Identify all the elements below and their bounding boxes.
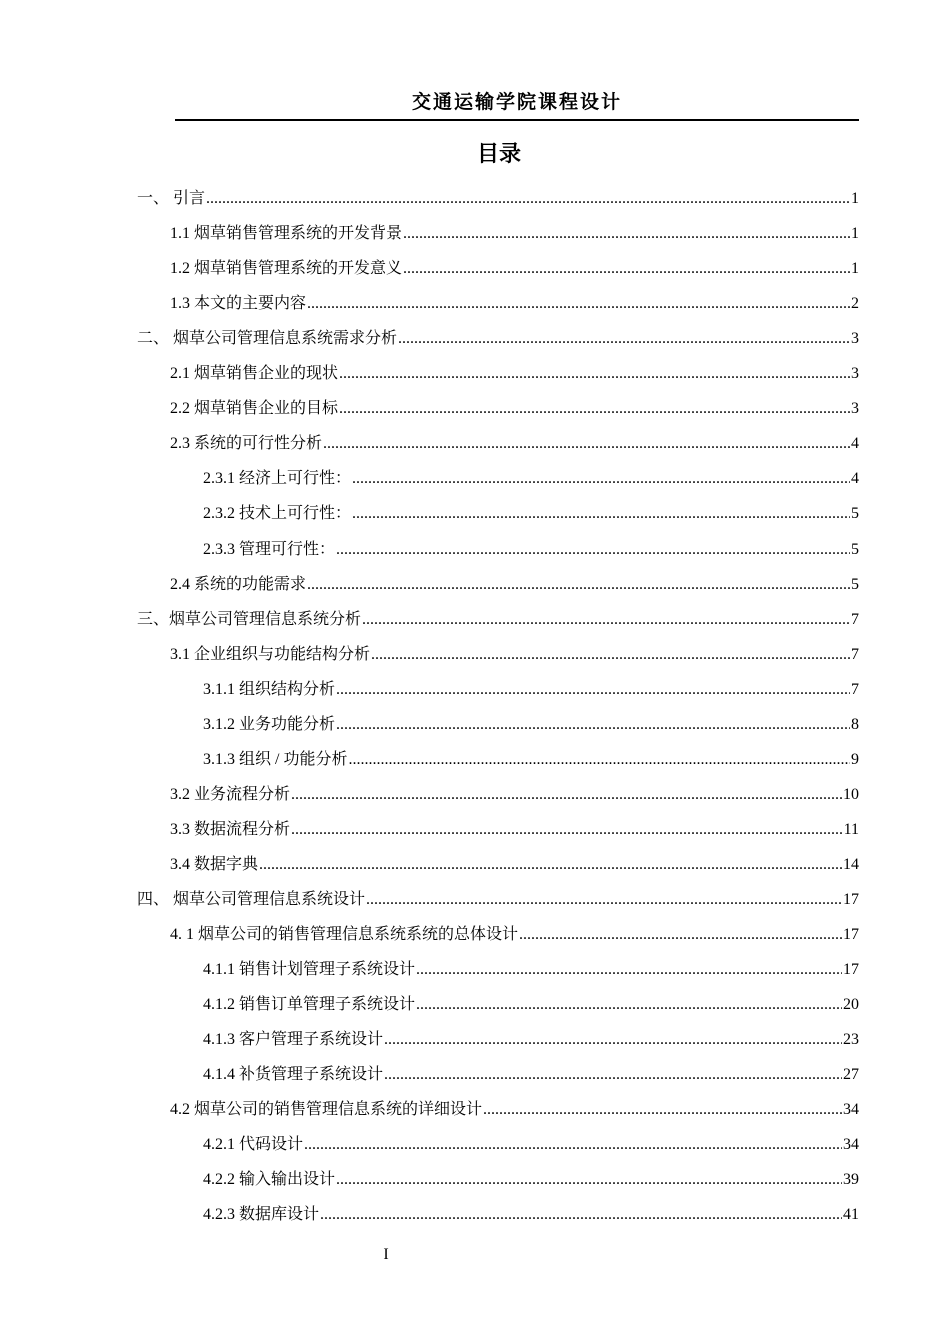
toc-entry[interactable]	[137, 316, 859, 350]
toc-entry[interactable]	[203, 1017, 859, 1051]
toc-entry-label: 4.1.4 补货管理子系统设计	[203, 1064, 383, 1086]
toc-entry-page-number: 23	[843, 1031, 859, 1049]
toc-entry-label: 4.2.3 数据库设计	[203, 1204, 319, 1226]
toc-entry-page-number: 14	[843, 855, 859, 873]
toc-entry-page-number: 3	[851, 400, 859, 418]
toc-entry-page-number: 1	[851, 225, 859, 243]
toc-entry-label: 3.3 数据流程分析	[170, 819, 290, 841]
dot-leader	[366, 889, 842, 911]
toc-entry-label: 1.2 烟草销售管理系统的开发意义	[170, 258, 402, 280]
dot-leader	[339, 363, 850, 385]
toc-entry[interactable]	[203, 1192, 859, 1226]
toc-entry-label: 4.2 烟草公司的销售管理信息系统的详细设计	[170, 1099, 482, 1121]
toc-entry-page-number: 10	[843, 785, 859, 803]
toc-entry[interactable]	[203, 1052, 859, 1086]
dot-leader	[519, 924, 842, 946]
toc-entry-page-number: 41	[843, 1206, 859, 1224]
toc-entry-label: 4.2.2 输入输出设计	[203, 1169, 335, 1191]
toc-entry[interactable]	[203, 456, 859, 490]
toc-entry-page-number: 17	[843, 926, 859, 944]
toc-entry-page-number: 3	[851, 365, 859, 383]
dot-leader	[403, 258, 850, 280]
toc-entry[interactable]	[137, 176, 859, 210]
dot-leader	[291, 819, 843, 841]
dot-leader	[336, 714, 850, 736]
toc-entry-page-number: 5	[851, 540, 859, 558]
toc-entry-label: 3.1.2 业务功能分析	[203, 714, 335, 736]
toc-entry-page-number: 4	[851, 435, 859, 453]
toc-entry-page-number: 9	[851, 750, 859, 768]
toc-entry[interactable]	[170, 632, 859, 666]
toc-entry-label: 2.3.3 管理可行性：	[203, 539, 335, 561]
toc-entry-page-number: 1	[851, 190, 859, 207]
dot-leader	[348, 749, 850, 771]
toc-entry-page-number: 34	[843, 1136, 859, 1154]
dot-leader	[362, 609, 850, 631]
toc-entry[interactable]	[203, 737, 859, 771]
toc-entry-page-number: 27	[843, 1066, 859, 1084]
toc-entry[interactable]	[203, 1122, 859, 1156]
dot-leader	[398, 328, 850, 350]
toc-entry-page-number: 3	[851, 330, 859, 348]
toc-entry-label: 2.2 烟草销售企业的目标	[170, 398, 338, 420]
dot-leader	[416, 959, 842, 981]
toc-entry[interactable]	[203, 702, 859, 736]
toc-entry[interactable]	[170, 246, 859, 280]
toc-entry-label: 2.3.1 经济上可行性：	[203, 468, 351, 490]
dot-leader	[320, 1204, 842, 1226]
header-rule	[175, 119, 859, 121]
toc-entry[interactable]	[170, 772, 859, 806]
toc-entry-label: 2.3 系统的可行性分析	[170, 433, 322, 455]
dot-leader	[307, 574, 850, 596]
toc-entry-page-number: 2	[851, 295, 859, 313]
dot-leader	[371, 644, 850, 666]
dot-leader	[336, 679, 850, 701]
toc-entry-label: 3.1.1 组织结构分析	[203, 679, 335, 701]
toc-entry[interactable]	[203, 527, 859, 561]
dot-leader	[206, 188, 850, 210]
toc-entry[interactable]	[170, 386, 859, 420]
toc-entry-page-number: 7	[851, 645, 859, 663]
toc-entry-page-number: 20	[843, 996, 859, 1014]
toc-entry-page-number: 39	[843, 1171, 859, 1189]
toc-entry-page-number: 7	[851, 610, 859, 628]
dot-leader	[323, 433, 850, 455]
dot-leader	[259, 854, 842, 876]
dot-leader	[304, 1134, 842, 1156]
toc-entry[interactable]	[203, 982, 859, 1016]
toc-entry[interactable]	[170, 1087, 859, 1121]
toc-entry[interactable]	[170, 912, 859, 946]
toc-entry-label: 2.1 烟草销售企业的现状	[170, 363, 338, 385]
toc-entry-label: 2.3.2 技术上可行性：	[203, 503, 351, 525]
dot-leader	[336, 539, 850, 561]
toc-entry-page-number: 4	[851, 470, 859, 488]
toc-entry-page-number: 1	[851, 260, 859, 278]
toc-entry-label: 1.3 本文的主要内容	[170, 293, 306, 315]
toc-entry-label: 3.4 数据字典	[170, 854, 258, 876]
toc-entry[interactable]	[203, 491, 859, 525]
toc-entry[interactable]	[170, 281, 859, 315]
toc-entry-page-number: 17	[843, 961, 859, 979]
toc-entry-label: 4.2.1 代码设计	[203, 1134, 303, 1156]
toc-entry[interactable]	[203, 667, 859, 701]
toc-entry-label: 4. 1 烟草公司的销售管理信息系统系统的总体设计	[170, 924, 518, 946]
dot-leader	[403, 223, 850, 245]
page-number: I	[383, 1246, 389, 1263]
toc-entry-page-number: 34	[843, 1101, 859, 1119]
toc-entry-label: 3.1.3 组织 / 功能分析	[203, 749, 347, 771]
toc-entry-label: 3.1 企业组织与功能结构分析	[170, 644, 370, 666]
toc-entry[interactable]	[170, 421, 859, 455]
dot-leader	[336, 1169, 842, 1191]
toc-entry-label: 4.1.1 销售计划管理子系统设计	[203, 959, 415, 981]
dot-leader	[384, 1029, 842, 1051]
toc-entry-label: 3.2 业务流程分析	[170, 784, 290, 806]
toc-entry-label: 二、 烟草公司管理信息系统需求分析	[137, 328, 397, 350]
toc-entry[interactable]	[137, 877, 859, 911]
dot-leader	[339, 398, 850, 420]
dot-leader	[307, 293, 850, 315]
dot-leader	[483, 1099, 842, 1121]
toc-title: 目录	[476, 142, 521, 167]
toc-entry[interactable]	[170, 211, 859, 245]
toc-entry[interactable]	[170, 807, 859, 841]
running-header: 交通运输学院课程设计	[411, 91, 622, 113]
dot-leader	[352, 468, 850, 490]
toc-entry-page-number: 8	[851, 715, 859, 733]
toc-entry-label: 四、 烟草公司管理信息系统设计	[137, 889, 365, 911]
toc-entry-label: 1.1 烟草销售管理系统的开发背景	[170, 223, 402, 245]
toc-entry[interactable]	[170, 842, 859, 876]
dot-leader	[352, 503, 850, 525]
toc-entry-label: 2.4 系统的功能需求	[170, 574, 306, 596]
toc-entry[interactable]	[203, 1157, 859, 1191]
toc-entry[interactable]	[170, 562, 859, 596]
dot-leader	[291, 784, 842, 806]
dot-leader	[416, 994, 842, 1016]
toc-entry[interactable]	[170, 351, 859, 385]
toc-entry-page-number: 5	[851, 575, 859, 593]
toc-entry-page-number: 11	[843, 820, 859, 838]
toc-entry-label: 4.1.3 客户管理子系统设计	[203, 1029, 383, 1051]
toc-entry-label: 一、 引言	[137, 188, 205, 210]
dot-leader	[384, 1064, 842, 1086]
toc-entry-label: 三、烟草公司管理信息系统分析	[137, 609, 361, 631]
toc-entry-page-number: 5	[851, 505, 859, 523]
toc-entry-page-number: 17	[843, 891, 859, 908]
toc-entry[interactable]	[137, 597, 859, 631]
toc-entry-label: 4.1.2 销售订单管理子系统设计	[203, 994, 415, 1016]
toc-entry[interactable]	[203, 947, 859, 981]
toc-entry-page-number: 7	[851, 680, 859, 698]
